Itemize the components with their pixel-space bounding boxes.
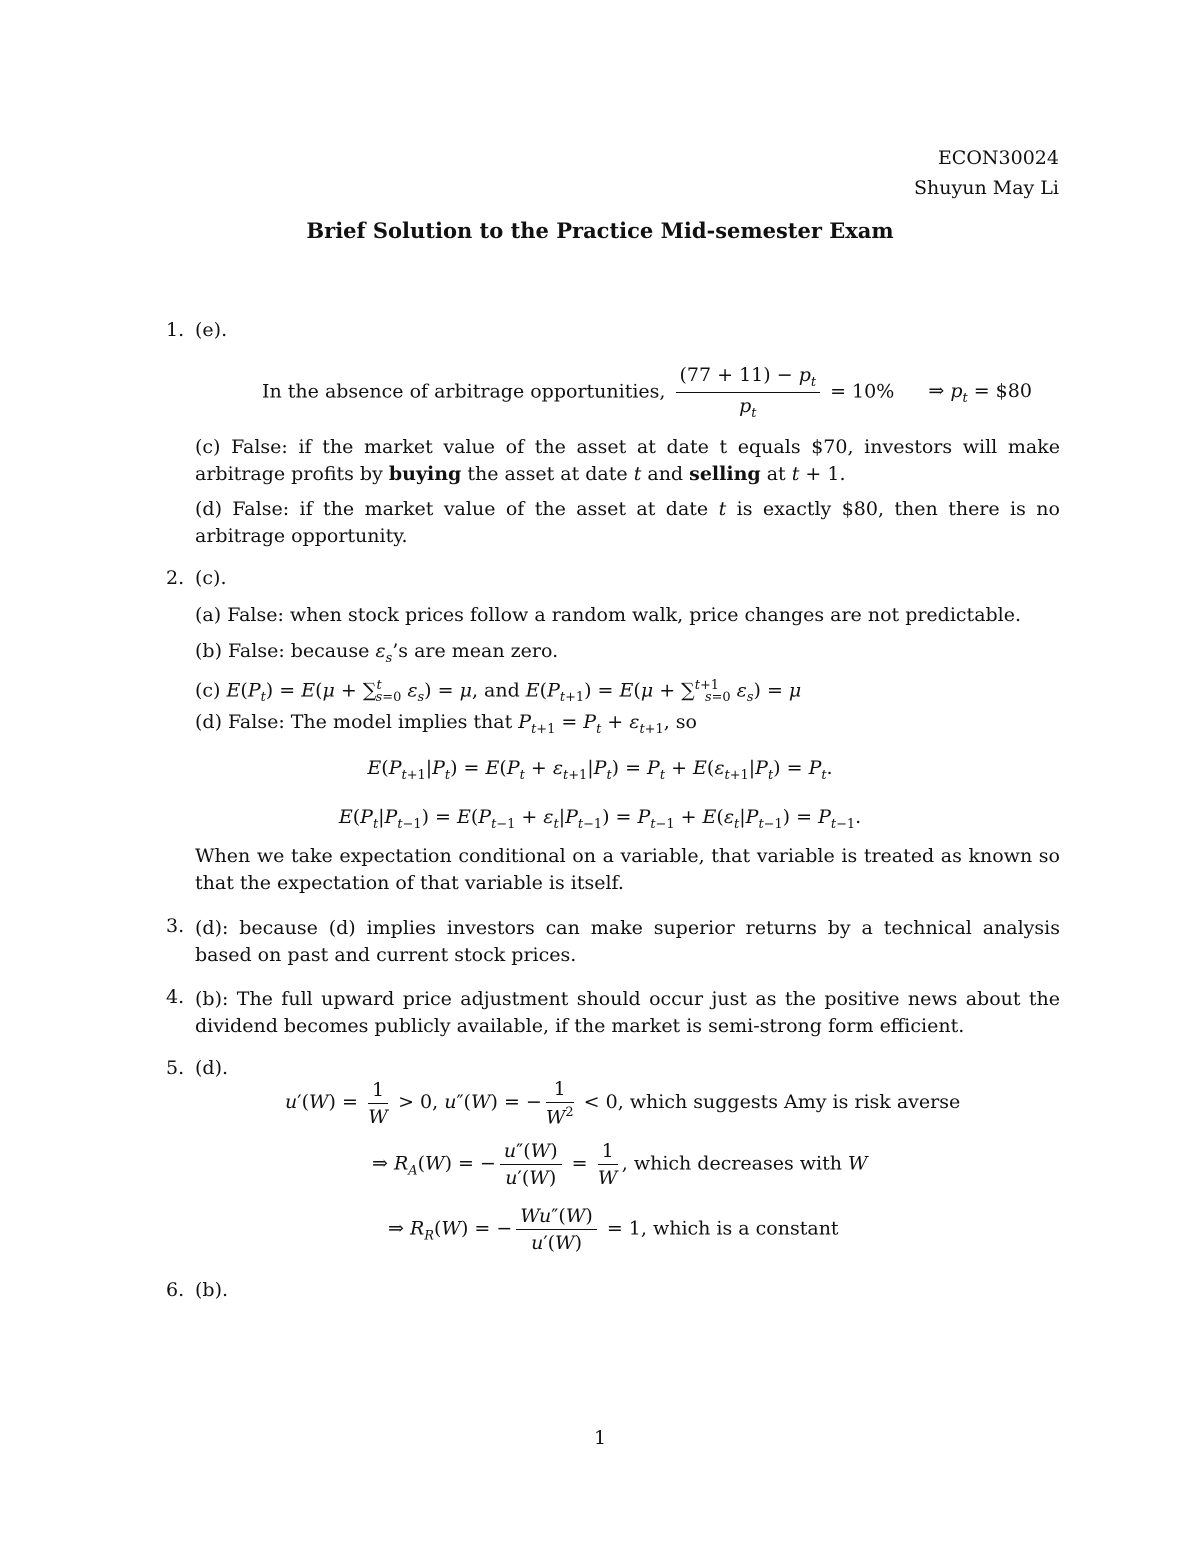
q5-line3-tail: = 1, which is a constant: [606, 1217, 839, 1240]
q5-line2-tail: which decreases with W: [633, 1152, 868, 1175]
q2-part-d: (d) False: The model implies that $P_{t+1} = P_t + \varepsilon_{t+1}$, so: [195, 711, 697, 737]
q5-line1-tail: < 0, which suggests Amy is risk averse: [583, 1091, 961, 1114]
q2-part-a: (a) False: when stock prices follow a random walk, price changes are not predictable.: [195, 604, 1022, 626]
q5-frac-4: $\frac{1}{W}$: [597, 1140, 618, 1189]
q5-equation-1: u′(W) = $\frac{1}{W}$ > 0, u″(W) = − $\frac{1}{W^2}$ < 0, which suggests Amy is risk averse: [285, 1078, 961, 1129]
q5-number: 5.: [166, 1057, 185, 1079]
q2-part-b: (b) False: because $\varepsilon_s’s$ are mean zero.: [195, 640, 559, 666]
q5-equation-3: ⇒ $R_R(W)$ = − $\frac{Wu''(W)}{u'(W)}$ = 1, which is a constant: [388, 1205, 839, 1254]
q5-frac-1: $\frac{1}{W}$: [368, 1078, 388, 1128]
q5-frac-5: $\frac{Wu''(W)}{u'(W)}$: [516, 1205, 596, 1254]
q3-text: (d): because (d) implies investors can make superior returns by a technical analysis based on past and current stock prices.: [195, 917, 1060, 966]
document-title: Brief Solution to the Practice Mid-semester Exam: [306, 218, 894, 243]
q1-eq-fraction: [676, 364, 821, 421]
q5-equation-2: ⇒ $R_A(W)$ = − $\frac{u''(W)}{u'(W)}$ = $\frac{1}{W}$ , which decreases with W: [372, 1140, 868, 1189]
q3-number: 3.: [166, 915, 185, 937]
header: [914, 143, 1059, 203]
page-number: 1: [593, 1427, 607, 1449]
q2-equation-2: $E(P_t|P_{t-1}) = E(P_{t-1} + \varepsilon_t|P_{t-1}) = P_{t-1} + E(\varepsilon_t|P_{t-1}) = P_{t-1}$.: [338, 806, 862, 832]
q4-number: 4.: [166, 986, 185, 1008]
q2-answer: (c).: [195, 567, 227, 589]
q1-eq-lead: In the absence of arbitrage opportunities,: [262, 380, 666, 403]
q1-number: 1.: [166, 319, 185, 341]
q2-note: When we take expectation conditional on a variable, that variable is treated as known so that the expectation of that variable is itself.: [195, 845, 1060, 894]
q1-eq-result: ⇒ $p_t$ = $80: [928, 380, 1032, 407]
q6-answer: (b).: [195, 1279, 229, 1301]
q1-eq-denominator: $p_t$: [739, 394, 757, 421]
q1-eq-rhs: = 10%: [830, 380, 895, 403]
q5-frac-2: $\frac{1}{W^2}$: [545, 1078, 574, 1129]
q1-equation: [262, 364, 1032, 421]
author-name: Shuyun May Li: [914, 177, 1059, 199]
q1-eq-numerator: $(77 + 11) - p_t$: [676, 364, 821, 393]
q4-text: (b): The full upward price adjustment should occur just as the positive news about the dividend becomes publicly available, if the market is semi-strong form efficient.: [195, 988, 1060, 1037]
q5-answer: (d).: [195, 1057, 229, 1079]
q2-part-c: (c) $E(P_t) = E(\mu + \sum^t_{s=0}$ $\varepsilon_s) = \mu$, and $E(P_{t+1}) = E(\mu + \sum^{t+1}_{s=0}$ $\varepsilon_s) = \mu$: [195, 678, 802, 706]
q1-part-d: (d) False: if the market value of the asset at date t is exactly $80, then there is no arbitrage opportunity.: [195, 498, 1060, 547]
q1-answer: (e).: [195, 319, 228, 341]
q1-part-c: (c) False: if the market value of the asset at date t equals $70, investors will make arbitrage profits by buying the asset at date t and selling at t + 1.: [195, 436, 1060, 485]
q2-number: 2.: [166, 567, 185, 589]
course-code: ECON30024: [937, 147, 1059, 169]
q6-number: 6.: [166, 1279, 185, 1301]
q2-equation-1: $E(P_{t+1}|P_t) = E(P_t + \varepsilon_{t+1}|P_t) = P_t + E(\varepsilon_{t+1}|P_t) = P_t$.: [367, 757, 833, 783]
q5-frac-3: $\frac{u''(W)}{u'(W)}$: [500, 1140, 562, 1189]
